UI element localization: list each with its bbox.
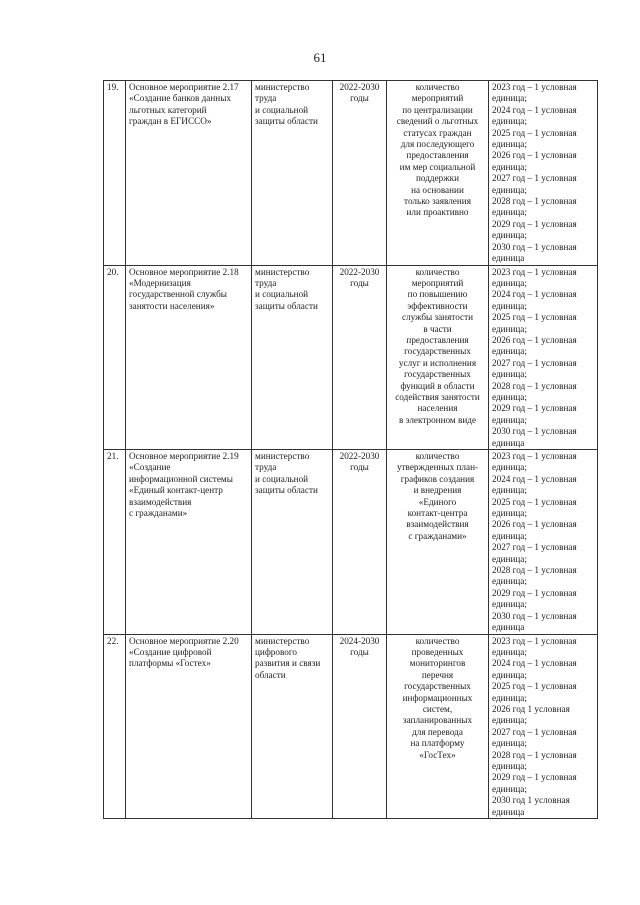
indicator-line: только заявления xyxy=(404,196,471,207)
target-values-line: единица; xyxy=(492,669,527,680)
target-values-line: единица; xyxy=(492,414,527,425)
target-values-line: 2026 год – 1 условная xyxy=(492,334,577,345)
indicator-line: содействия занятости xyxy=(395,391,480,402)
page-number: 61 xyxy=(313,50,327,65)
indicator-line: государственных xyxy=(404,681,471,692)
target-values-line: единица; xyxy=(492,760,527,771)
target-values-line: 2027 год – 1 условная xyxy=(492,357,577,368)
activity-name-line: «Модернизация xyxy=(129,277,191,288)
responsible-org-line: развития и связи xyxy=(255,658,321,669)
target-values-line: 2030 год – 1 условная xyxy=(492,241,577,252)
target-values-line: единица; xyxy=(492,508,527,519)
indicator-line: эффективности xyxy=(407,300,468,311)
responsible-org-line: министерство xyxy=(255,266,310,277)
indicator-line: информационных xyxy=(402,692,473,703)
implementation-period-line: годы xyxy=(350,93,369,104)
target-values-line: 2024 год – 1 условная xyxy=(492,289,577,300)
indicator-line: «Единого xyxy=(418,496,457,507)
responsible-org-line: и социальной xyxy=(255,473,309,484)
target-values-line: 2025 год – 1 условная xyxy=(492,312,577,323)
implementation-period-line: годы xyxy=(350,462,369,473)
responsible-org-line: цифрового xyxy=(255,646,297,657)
target-values-line: 2030 год – 1 условная xyxy=(492,426,577,437)
target-values-cell xyxy=(489,634,598,819)
row-number-cell: 19. xyxy=(104,81,126,266)
indicator-line: перечня xyxy=(421,669,454,680)
indicator-line: по повышению xyxy=(407,289,468,300)
target-values-line: единица; xyxy=(492,139,527,150)
activity-name-cell xyxy=(126,450,252,635)
indicator-line: количество xyxy=(415,266,460,277)
activity-name-line: «Создание банков данных xyxy=(129,93,231,104)
activity-name-line: Основное мероприятие 2.20 xyxy=(129,635,239,646)
target-values-line: 2024 год – 1 условная xyxy=(492,473,577,484)
implementation-period-cell xyxy=(333,81,387,266)
target-values-line: 2028 год – 1 условная xyxy=(492,565,577,576)
indicator-line: количество xyxy=(415,451,460,461)
target-values-line: единица; xyxy=(492,207,527,218)
target-values-line: 2030 год 1 условная xyxy=(492,795,570,806)
implementation-period-cell xyxy=(333,634,387,819)
activity-name-line: платформы «Гостех» xyxy=(129,658,211,669)
target-values-line: единица; xyxy=(492,369,527,380)
activity-name-line: занятости населения» xyxy=(129,300,215,311)
target-values-line: 2023 год – 1 условная xyxy=(492,635,577,646)
target-values-cell xyxy=(489,450,598,635)
indicator-line: «ГосТех» xyxy=(419,749,456,760)
indicator-line: взаимодействия xyxy=(406,519,469,530)
target-values-line: единица xyxy=(492,437,525,448)
indicator-line: утвержденных план- xyxy=(396,462,479,473)
indicator-line: поддержки xyxy=(416,173,459,184)
responsible-org-cell xyxy=(252,450,333,635)
responsible-org-line: министерство xyxy=(255,635,310,646)
indicator-line: проведенных xyxy=(411,646,464,657)
activity-name-line: Основное мероприятие 2.17 xyxy=(129,82,239,92)
implementation-period-line: 2022-2030 xyxy=(339,266,380,277)
target-values-line: 2025 год – 1 условная xyxy=(492,496,577,507)
target-values-line: единица; xyxy=(492,184,527,195)
activity-name-line: льготных категорий xyxy=(129,104,207,115)
responsible-org-line: области xyxy=(255,669,286,680)
target-values-line: 2025 год – 1 условная xyxy=(492,127,577,138)
target-values-line: единица; xyxy=(492,715,527,726)
responsible-org-line: труда xyxy=(255,277,277,288)
indicator-line: услуг и исполнения xyxy=(398,357,477,368)
indicator-line: систем, xyxy=(422,703,453,714)
implementation-period-line: 2022-2030 xyxy=(339,82,380,92)
indicator-line: графиков создания xyxy=(400,473,475,484)
target-values-line: единица; xyxy=(492,161,527,172)
target-values-line: единица; xyxy=(492,692,527,703)
activity-name-line: информационной системы xyxy=(129,473,233,484)
indicator-line: службы занятости xyxy=(401,312,474,323)
indicator-line: и внедрения xyxy=(413,485,462,496)
target-values-line: единица; xyxy=(492,646,527,657)
implementation-period-line: 2022-2030 xyxy=(339,451,380,461)
target-values-line: 2024 год – 1 условная xyxy=(492,658,577,669)
table-row xyxy=(104,265,598,450)
indicator-line: запланированных xyxy=(402,715,473,726)
responsible-org-line: защиты области xyxy=(255,116,318,127)
indicator-cell xyxy=(387,450,489,635)
indicator-line: в части xyxy=(423,323,452,334)
table-row xyxy=(104,81,598,266)
responsible-org-line: и социальной xyxy=(255,289,309,300)
target-values-line: 2024 год – 1 условная xyxy=(492,104,577,115)
implementation-period-cell xyxy=(333,265,387,450)
responsible-org-line: труда xyxy=(255,93,277,104)
responsible-org-line: и социальной xyxy=(255,104,309,115)
indicator-line: государственных xyxy=(404,369,471,380)
target-values-line: единица xyxy=(492,253,525,264)
target-values-line: 2023 год – 1 условная xyxy=(492,266,577,277)
target-values-line: 2030 год – 1 условная xyxy=(492,610,577,621)
indicator-line: для последующего xyxy=(400,139,475,150)
indicator-line: с гражданами» xyxy=(408,530,467,541)
target-values-line: единица; xyxy=(492,346,527,357)
target-values-line: единица; xyxy=(492,576,527,587)
target-values-line: 2025 год – 1 условная xyxy=(492,681,577,692)
target-values-line: единица; xyxy=(492,116,527,127)
target-values-line: 2027 год – 1 условная xyxy=(492,542,577,553)
activity-name-line: взаимодействия xyxy=(129,496,192,507)
target-values-line: 2029 год – 1 условная xyxy=(492,403,577,414)
target-values-line: 2029 год – 1 условная xyxy=(492,587,577,598)
responsible-org-line: защиты области xyxy=(255,300,318,311)
target-values-line: 2028 год – 1 условная xyxy=(492,380,577,391)
target-values-line: единица xyxy=(492,806,525,817)
indicator-line: мониторингов xyxy=(409,658,466,669)
responsible-org-line: министерство xyxy=(255,82,310,92)
target-values-line: единица; xyxy=(492,530,527,541)
responsible-org-cell xyxy=(252,265,333,450)
target-values-line: единица; xyxy=(492,391,527,402)
target-values-line: единица xyxy=(492,622,525,633)
activity-name-line: «Создание цифровой xyxy=(129,646,212,657)
activity-name-cell xyxy=(126,265,252,450)
target-values-line: единица; xyxy=(492,323,527,334)
target-values-cell xyxy=(489,265,598,450)
indicator-cell xyxy=(387,81,489,266)
target-values-line: единица; xyxy=(492,300,527,311)
row-number-cell: 22. xyxy=(104,634,126,819)
implementation-period-line: 2024-2030 xyxy=(339,635,380,646)
indicator-line: мероприятий xyxy=(411,93,464,104)
indicator-line: предоставления xyxy=(406,334,469,345)
target-values-line: 2028 год – 1 условная xyxy=(492,196,577,207)
target-values-line: единица; xyxy=(492,277,527,288)
activity-name-cell xyxy=(126,634,252,819)
target-values-line: единица; xyxy=(492,553,527,564)
table-row xyxy=(104,634,598,819)
target-values-line: 2027 год – 1 условная xyxy=(492,173,577,184)
activity-name-line: «Единый контакт-центр xyxy=(129,485,223,496)
target-values-line: 2026 год 1 условная xyxy=(492,703,570,714)
indicator-line: государственных xyxy=(404,346,471,357)
activity-name-line: граждан в ЕГИССО» xyxy=(129,116,212,127)
responsible-org-line: министерство xyxy=(255,451,310,461)
target-values-cell xyxy=(489,81,598,266)
indicator-line: мероприятий xyxy=(411,277,464,288)
indicator-line: предоставления xyxy=(406,150,469,161)
indicator-line: или проактивно xyxy=(406,207,469,218)
target-values-line: 2029 год – 1 условная xyxy=(492,772,577,783)
responsible-org-cell xyxy=(252,81,333,266)
row-number-cell: 20. xyxy=(104,265,126,450)
responsible-org-cell xyxy=(252,634,333,819)
target-values-line: 2023 год – 1 условная xyxy=(492,451,577,461)
activity-name-line: Основное мероприятие 2.19 xyxy=(129,451,239,461)
target-values-line: единица; xyxy=(492,738,527,749)
indicator-cell xyxy=(387,634,489,819)
target-values-line: единица; xyxy=(492,93,527,104)
responsible-org-line: защиты области xyxy=(255,485,318,496)
indicator-line: сведений о льготных xyxy=(396,116,479,127)
target-values-line: единица; xyxy=(492,599,527,610)
indicator-line: статусах граждан xyxy=(403,127,472,138)
implementation-period-line: годы xyxy=(350,277,369,288)
indicator-line: для перевода xyxy=(412,726,463,737)
indicator-line: контакт-центра xyxy=(407,508,468,519)
activity-name-line: государственной службы xyxy=(129,289,227,300)
target-values-line: 2026 год – 1 условная xyxy=(492,150,577,161)
activities-table xyxy=(103,80,598,819)
indicator-line: в электронном виде xyxy=(398,414,477,425)
target-values-line: единица; xyxy=(492,485,527,496)
indicator-line: населения xyxy=(417,403,458,414)
target-values-line: единица; xyxy=(492,783,527,794)
activity-name-line: Основное мероприятие 2.18 xyxy=(129,266,239,277)
indicator-cell xyxy=(387,265,489,450)
activity-name-line: «Создание xyxy=(129,462,171,473)
target-values-line: 2026 год – 1 условная xyxy=(492,519,577,530)
indicator-line: на основании xyxy=(411,184,464,195)
table-row xyxy=(104,450,598,635)
row-number-cell: 21. xyxy=(104,450,126,635)
target-values-line: единица; xyxy=(492,462,527,473)
target-values-line: 2028 год – 1 условная xyxy=(492,749,577,760)
indicator-line: количество xyxy=(415,635,460,646)
target-values-line: 2029 год – 1 условная xyxy=(492,218,577,229)
indicator-line: по централизации xyxy=(402,104,473,115)
indicator-line: на платформу xyxy=(410,738,465,749)
target-values-line: единица; xyxy=(492,230,527,241)
indicator-line: функций в области xyxy=(400,380,475,391)
target-values-line: 2027 год – 1 условная xyxy=(492,726,577,737)
indicator-line: количество xyxy=(415,82,460,92)
implementation-period-cell xyxy=(333,450,387,635)
indicator-line: им мер социальной xyxy=(399,161,476,172)
target-values-line: 2023 год – 1 условная xyxy=(492,82,577,92)
activity-name-cell xyxy=(126,81,252,266)
responsible-org-line: труда xyxy=(255,462,277,473)
implementation-period-line: годы xyxy=(350,646,369,657)
activity-name-line: с гражданами» xyxy=(129,508,188,519)
